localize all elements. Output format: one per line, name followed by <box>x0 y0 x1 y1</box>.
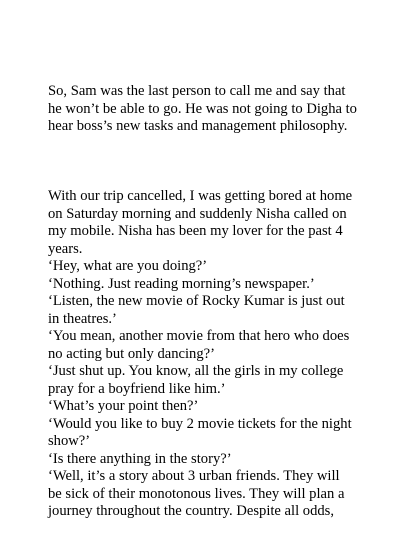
dialogue-line: ‘You mean, another movie from that hero who does <box>48 328 350 344</box>
text-line: years. <box>48 240 83 257</box>
text-line: So, Sam was the last person to call me and say that <box>48 83 346 99</box>
paragraph-sam-call <box>48 83 388 136</box>
dialogue-line: ‘Nothing. Just reading morning’s newspaper.’ <box>48 275 315 292</box>
dialogue-line: ‘Well, it’s a story about 3 urban friends. They will <box>48 468 340 484</box>
dialogue-line: ‘Just shut up. You know, all the girls in my college <box>48 363 344 379</box>
text-line: he won’t be able to go. He was not going to Digha to <box>48 100 357 117</box>
dialogue-line: in theatres.’ <box>48 310 117 327</box>
text-line: hear boss’s new tasks and management philosophy. <box>48 118 348 134</box>
dialogue-line: ‘Listen, the new movie of Rocky Kumar is just out <box>48 293 345 309</box>
text-line: With our trip cancelled, I was getting bored at home <box>48 188 353 204</box>
dialogue-line: ‘What’s your point then?’ <box>48 398 199 414</box>
dialogue-line: ‘Would you like to buy 2 movie tickets for the night <box>48 415 352 432</box>
dialogue-line: journey throughout the country. Despite all odds, <box>48 503 335 519</box>
dialogue-line: no acting but only dancing?’ <box>48 345 215 362</box>
text-line: my mobile. Nisha has been my lover for the past 4 <box>48 223 343 239</box>
dialogue-line: show?’ <box>48 433 91 449</box>
paragraph-nisha-call <box>48 188 388 521</box>
dialogue-line: pray for a boyfriend like him.’ <box>48 380 226 397</box>
dialogue-line: ‘Hey, what are you doing?’ <box>48 258 208 274</box>
dialogue-line: ‘Is there anything in the story?’ <box>48 450 232 467</box>
dialogue-line: be sick of their monotonous lives. They will plan a <box>48 485 345 502</box>
text-line: on Saturday morning and suddenly Nisha called on <box>48 205 347 222</box>
